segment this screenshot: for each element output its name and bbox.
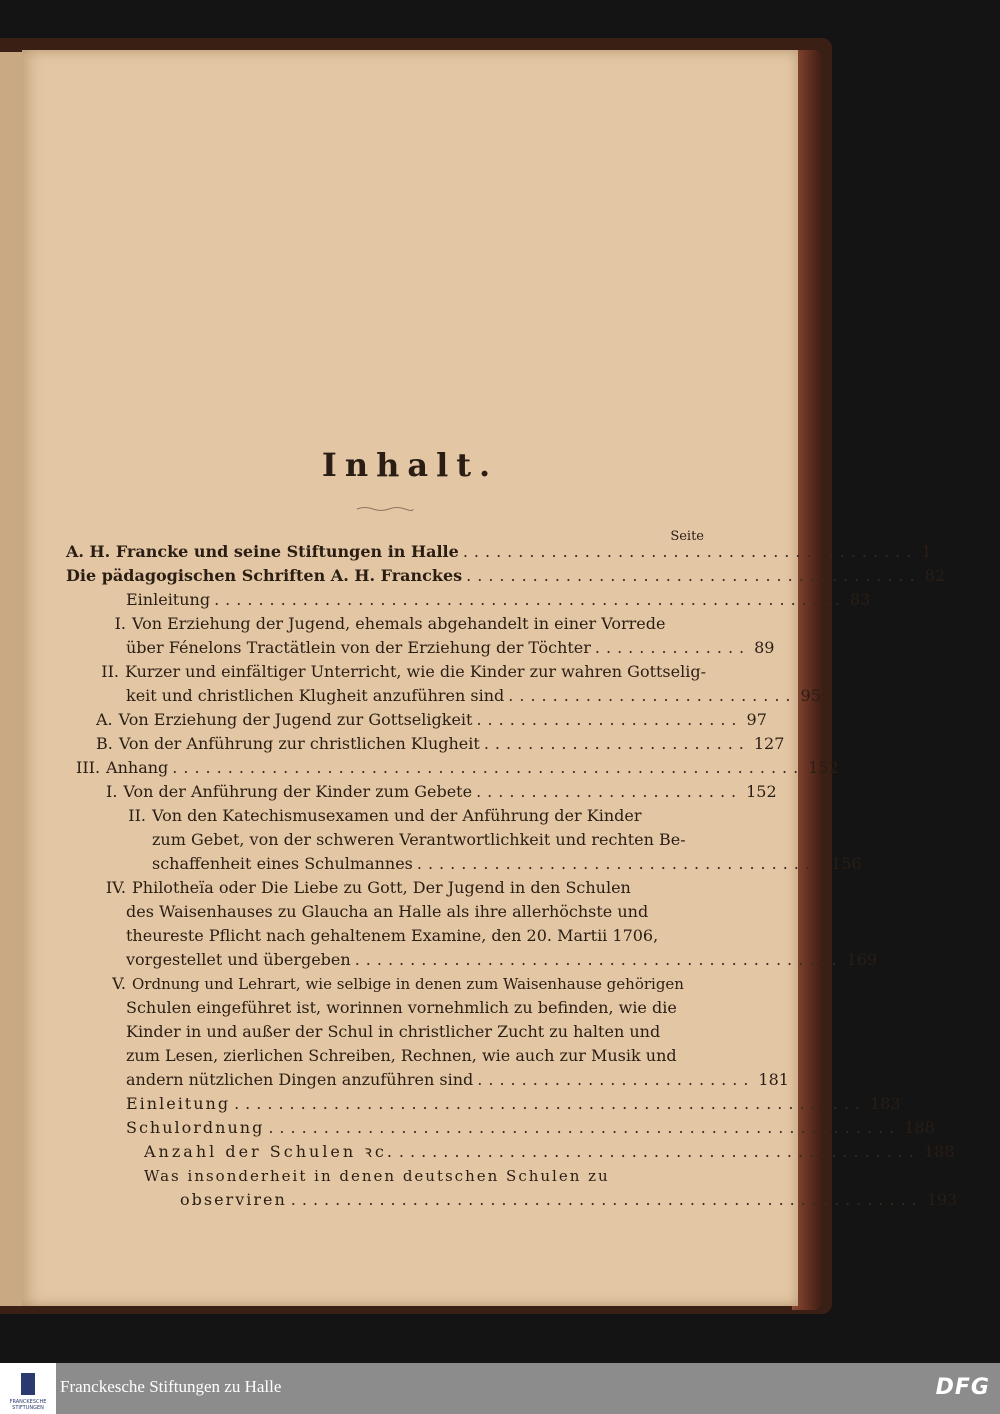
toc-entry-title: Was insonderheit in denen deutschen Schulen zu <box>144 1167 610 1185</box>
leader-dots: ........................ <box>476 782 743 801</box>
toc-entry-number: A. <box>96 710 113 729</box>
leader-dots: ........................ <box>476 710 743 729</box>
toc-entry[interactable] <box>126 1116 935 1140</box>
toc-entry-title: Einleitung <box>126 1094 231 1113</box>
toc-entry-number: III. <box>76 758 101 777</box>
toc-entry[interactable] <box>144 1140 955 1164</box>
page-column-label: Seite <box>670 529 704 544</box>
leader-dots: ......................... <box>477 1070 755 1089</box>
institution-name[interactable]: Franckesche Stiftungen zu Halle <box>60 1377 282 1396</box>
leader-dots: ......................................................... <box>234 1094 866 1113</box>
leader-dots: .......................... <box>508 686 797 705</box>
toc-entry[interactable] <box>86 660 706 684</box>
toc-entry-title: A. H. Francke und seine Stiftungen in Halle <box>66 542 459 561</box>
toc-entry-continuation <box>126 1068 789 1092</box>
leader-dots: .............. <box>594 638 751 657</box>
toc-entry-page: 82 <box>924 566 946 585</box>
toc-entry-number: IV. <box>105 878 126 897</box>
toc-entry[interactable] <box>126 1092 901 1116</box>
toc-entry-title: Anzahl der Schulen ꝛc. <box>144 1142 395 1161</box>
page-title: Inhalt. <box>321 446 499 484</box>
book-page <box>22 50 958 1306</box>
toc-entry-title: Philotheïa oder Die Liebe zu Gott, Der Jugend in den Schulen <box>132 878 631 897</box>
toc-entry-number: I. <box>114 614 126 633</box>
leader-dots: ............................................ <box>354 950 843 969</box>
toc-entry[interactable] <box>76 972 706 996</box>
toc-entry-continuation: des Waisenhauses zu Glaucha an Halle als ihre allerhöchste und <box>126 902 649 921</box>
toc-entry-title: Kurzer und einfältiger Unterricht, wie die Kinder zur wahren Gottselig- <box>124 662 706 681</box>
toc-entry-title-cont: andern nützlichen Dingen anzuführen sind <box>126 1070 474 1089</box>
leader-dots: ..................................... <box>416 854 828 873</box>
toc-entry-title: Von der Anführung zur christlichen Klugheit <box>118 734 480 753</box>
toc-entry-number: B. <box>96 734 113 753</box>
toc-entry-page: 188 <box>923 1142 955 1161</box>
toc-entry-continuation: Schulen eingeführet ist, worinnen vornehmlich zu befinden, wie die <box>126 998 677 1017</box>
toc-entry-number: II. <box>128 806 146 825</box>
toc-entry-continuation: theureste Pflicht nach gehaltenem Examine, den 20. Martii 1706, <box>126 926 659 945</box>
toc-entry-title-cont: über Fénelons Tractätlein von der Erziehung der Töchter <box>126 638 591 657</box>
toc-entry-page: 89 <box>754 638 775 657</box>
toc-entry-title: Von Erziehung der Jugend, ehemals abgehandelt in einer Vorrede <box>132 614 666 633</box>
toc-entry-title-cont: observiren <box>180 1190 287 1209</box>
leader-dots: ......................................................... <box>268 1118 901 1137</box>
toc-entry-title: Von den Katechismusexamen und der Anführung der Kinder <box>152 806 642 825</box>
toc-entry-page: 156 <box>831 854 862 873</box>
toc-entry-page: 152 <box>808 758 839 777</box>
toc-entry-title: Anhang <box>106 758 169 777</box>
toc-entry[interactable] <box>106 804 706 828</box>
toc-entry[interactable] <box>66 540 932 564</box>
toc-entry[interactable] <box>144 1164 706 1188</box>
toc-entry-continuation <box>126 684 821 708</box>
leader-dots: ............................................... <box>398 1142 920 1161</box>
logo-text: FRANCKESCHE STIFTUNGEN <box>9 1399 47 1411</box>
toc-entry-page: 183 <box>870 1094 901 1113</box>
leader-dots: ......................................................... <box>214 590 846 609</box>
toc-entry-page: 83 <box>850 590 871 609</box>
toc-entry-title: Ordnung und Lehrart, wie selbige in denen zum Waisenhause gehörigen <box>132 975 684 993</box>
toc-entry-title: Schulordnung <box>126 1118 265 1137</box>
toc-entry-continuation: zum Gebet, von der schweren Verantwortlichkeit und rechten Be- <box>152 830 686 849</box>
toc-entry[interactable] <box>76 756 839 780</box>
toc-entry-page: 152 <box>746 782 777 801</box>
toc-entry-page: 181 <box>758 1070 789 1089</box>
toc-entry-page: 97 <box>746 710 767 729</box>
leader-dots: ......................................................... <box>172 758 805 777</box>
leader-dots: ......................................... <box>462 542 918 561</box>
viewer-footer <box>0 1363 1000 1414</box>
toc-entry-title: Einleitung <box>126 590 211 609</box>
toc-entry-page: 188 <box>904 1118 935 1137</box>
toc-entry-page: 169 <box>846 950 878 969</box>
leader-dots: ........................ <box>483 734 750 753</box>
toc-entry-title: Von Erziehung der Jugend zur Gottseligkeit <box>118 710 473 729</box>
toc-entry-continuation: zum Lesen, zierlichen Schreiben, Rechnen, wie auch zur Musik und <box>126 1046 677 1065</box>
toc-entry-title-cont: schaffenheit eines Schulmannes <box>152 854 413 873</box>
toc-entry-continuation <box>126 948 878 972</box>
toc-entry-title: Von der Anführung der Kinder zum Gebete <box>123 782 473 801</box>
toc-entry-title: Die pädagogischen Schriften A. H. Franckes <box>66 566 463 585</box>
toc-entry-continuation <box>180 1188 958 1212</box>
toc-entry[interactable] <box>106 780 777 804</box>
facing-page-edge <box>0 52 22 1306</box>
toc-entry[interactable] <box>76 876 706 900</box>
leader-dots: ......................................................... <box>290 1190 923 1209</box>
building-icon <box>21 1373 35 1395</box>
toc-entry[interactable] <box>126 588 871 612</box>
leader-dots: ......................................... <box>466 566 921 585</box>
table-of-contents <box>22 50 958 1306</box>
toc-entry[interactable] <box>86 612 706 636</box>
toc-entry-title-cont: vorgestellet und übergeben <box>126 950 351 969</box>
toc-entry[interactable] <box>96 708 767 732</box>
toc-entry[interactable] <box>96 732 785 756</box>
toc-entry-continuation <box>126 636 775 660</box>
toc-entry-continuation <box>152 852 862 876</box>
toc-entry-continuation: Kinder in und außer der Schul in christlicher Zucht zu halten und <box>126 1022 661 1041</box>
institution-logo[interactable] <box>0 1363 56 1414</box>
toc-entry-page: 127 <box>753 734 785 753</box>
toc-entry-number: II. <box>101 662 119 681</box>
toc-entry[interactable] <box>66 564 946 588</box>
toc-entry-page: 95 <box>800 686 821 705</box>
dfg-logo[interactable]: DFG <box>935 1375 990 1400</box>
toc-entry-number: I. <box>106 782 118 801</box>
toc-entry-page: 193 <box>926 1190 958 1209</box>
toc-entry-title-cont: keit und christlichen Klugheit anzuführen sind <box>126 686 505 705</box>
toc-entry-page: 1 <box>921 542 932 561</box>
toc-entry-number: V. <box>112 974 126 993</box>
